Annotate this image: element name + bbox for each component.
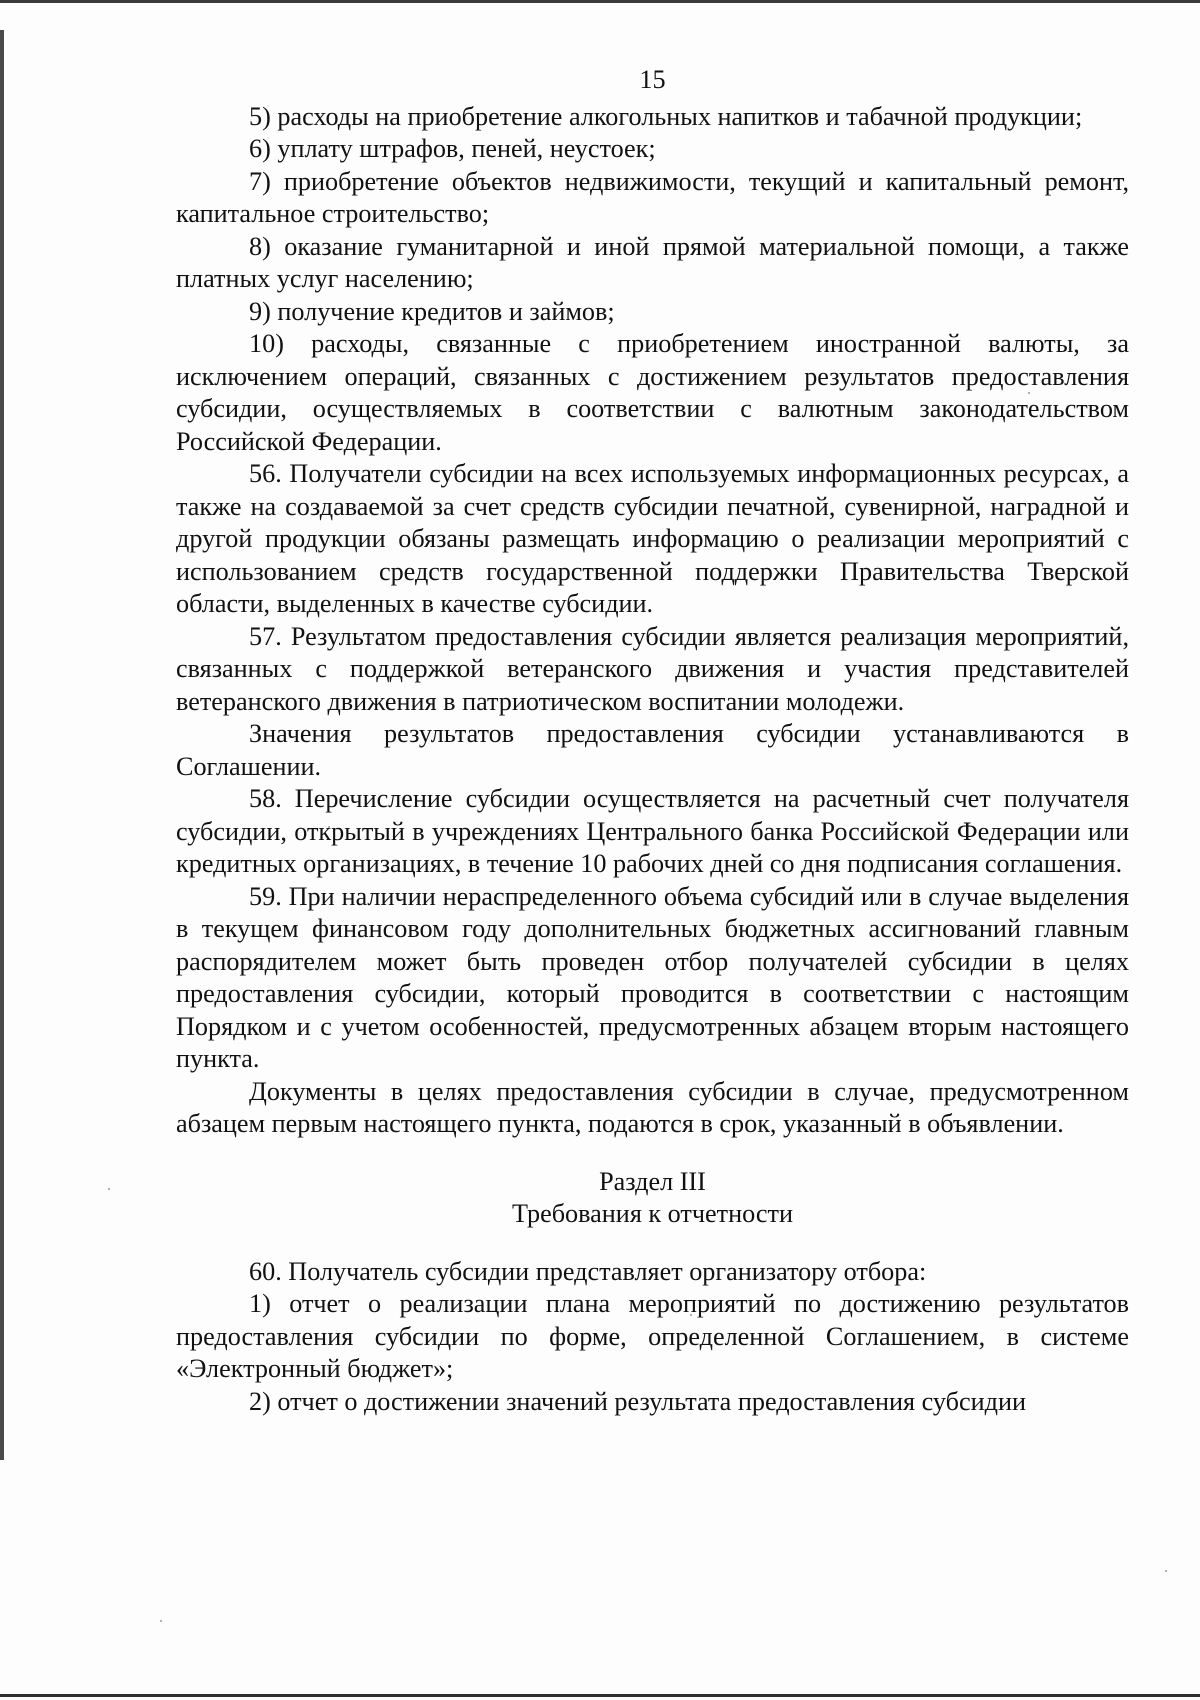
paragraph-item-7: 7) приобретение объектов недвижимости, текущий и капитальный ремонт, капитальное строительство; (176, 166, 1129, 228)
page-number: 15 (639, 65, 666, 94)
paragraph-60-item-2: 2) отчет о достижении значений результата предоставления субсидии (249, 1386, 1026, 1416)
paragraph-60-item-1: 1) отчет о реализации плана мероприятий по достижению результатов предоставления субсидии по форме, определенной Соглашением, в системе «Электронный бюджет»; (176, 1289, 1129, 1383)
scan-edge-bottom (0, 1694, 1200, 1697)
paragraph-57: 57. Результатом предоставления субсидии является реализация мероприятий, связанных с поддержкой ветеранского движения и участия представителей ветеранского движения в патриотическом воспитании молодежи. (176, 621, 1129, 716)
paragraph-56: 56. Получатели субсидии на всех используемых информационных ресурсах, а также на создаваемой за счет средств субсидии печатной, сувенирной, наградной и другой продукции обязаны размещать информацию о реализации мероприятий с использованием средств государственной поддержки Правительства Тверской области, выделенных в качестве субсидии. (176, 459, 1129, 618)
document-body (176, 64, 1129, 1418)
paragraph-item-5: 5) расходы на приобретение алкогольных напитков и табачной продукции; (249, 101, 1083, 131)
paragraph-item-9: 9) получение кредитов и займов; (249, 296, 615, 326)
paragraph-59-documents: Документы в целях предоставления субсидии в случае, предусмотренном абзацем первым настоящего пункта, подаются в срок, указанный в объявлении. (176, 1076, 1129, 1138)
paragraph-item-10: 10) расходы, связанные с приобретением иностранной валюты, за исключением операций, связанных с достижением результатов предоставления субсидии, осуществляемых в соответствии с валютным законодательством Российской Федерации. (176, 329, 1129, 456)
scan-edge-left (0, 30, 4, 1460)
scan-edge-top (0, 0, 1200, 3)
section-title: Требования к отчетности (512, 1199, 793, 1228)
section-spacer (176, 1141, 1129, 1166)
paragraph-58: 58. Перечисление субсидии осуществляется на расчетный счет получателя субсидии, открытый в учреждениях Центрального банка Российской Федерации или кредитных организациях, в течение 10 рабочих дней со дня подписания соглашения. (176, 784, 1129, 878)
paragraph-item-8: 8) оказание гуманитарной и иной прямой материальной помощи, а также платных услуг населению; (176, 231, 1129, 293)
section-spacer (176, 1231, 1129, 1256)
paragraph-item-6: 6) уплату штрафов, пеней, неустоек; (249, 134, 656, 163)
paragraph-59: 59. При наличии нераспределенного объема субсидий или в случае выделения в текущем финансовом году дополнительных бюджетных ассигнований главным распорядителем может быть проведен отбор получателей субсидии в целях предоставления субсидии, который проводится в соответствии с настоящим Порядком и с учетом особенностей, предусмотренных абзацем вторым настоящего пункта. (176, 881, 1129, 1073)
section-number: Раздел III (599, 1166, 706, 1196)
scan-speck (160, 1620, 162, 1622)
paragraph-60: 60. Получатель субсидии представляет организатору отбора: (249, 1256, 927, 1286)
paragraph-57-results: Значения результатов предоставления субсидии устанавливаются в Соглашении. (176, 719, 1129, 781)
scan-speck (1165, 1570, 1167, 1572)
scan-speck (108, 1188, 110, 1190)
